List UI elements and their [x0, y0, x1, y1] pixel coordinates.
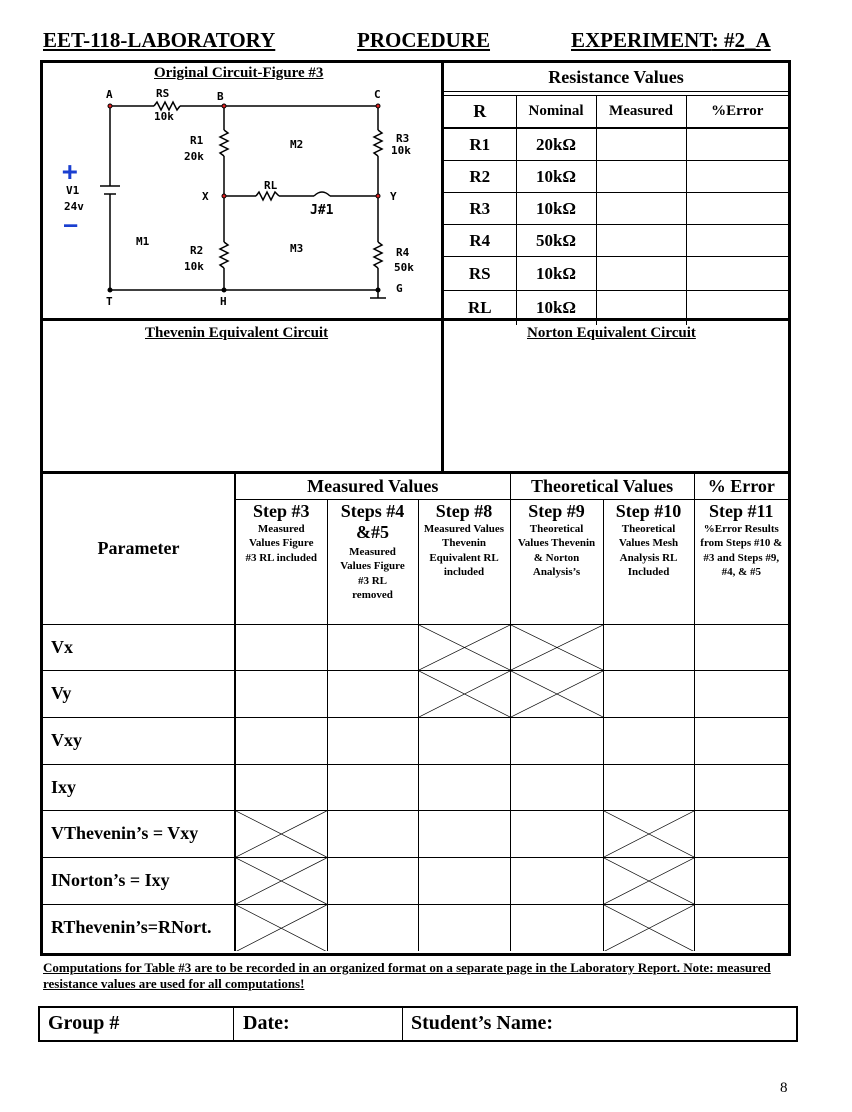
data-cell[interactable] — [694, 764, 788, 810]
step-desc: Measured Values Figure #3 RL included — [245, 522, 318, 564]
param-label: Vxy — [43, 717, 235, 764]
step-title: Steps #4 &#5 — [340, 500, 405, 542]
r-error[interactable] — [686, 257, 788, 291]
table-row — [444, 161, 788, 193]
resistance-table — [444, 95, 788, 128]
group-header-row — [43, 474, 788, 499]
r-nominal: 10kΩ — [516, 257, 596, 291]
data-cell[interactable] — [235, 717, 327, 764]
table-row — [444, 129, 788, 161]
table-row — [43, 810, 788, 857]
experiment-label: EXPERIMENT — [571, 28, 712, 52]
param-label: Vy — [43, 670, 235, 717]
data-cell[interactable] — [694, 857, 788, 904]
data-cell[interactable] — [418, 810, 510, 857]
student-name-field[interactable]: Student’s Name: — [411, 1012, 554, 1034]
table-row — [43, 764, 788, 810]
col-nominal-header: Nominal — [516, 96, 596, 128]
data-cell[interactable] — [327, 717, 418, 764]
param-label: VThevenin’s = Vxy — [43, 810, 235, 857]
cross-mark — [236, 905, 327, 952]
cross-mark — [419, 671, 510, 717]
r-name: RL — [444, 291, 516, 325]
error-group: % Error — [694, 474, 788, 499]
data-cell[interactable] — [694, 904, 788, 951]
data-cell[interactable] — [418, 857, 510, 904]
step-header — [235, 499, 327, 624]
table-row — [43, 717, 788, 764]
experiment-value: : #2_A — [711, 28, 771, 52]
r-nominal: 10kΩ — [516, 193, 596, 225]
r-nominal: 10kΩ — [516, 291, 596, 325]
r-error[interactable] — [686, 193, 788, 225]
jumper-label: J#1 — [310, 203, 334, 218]
resistance-table-title: Resistance Values — [444, 63, 788, 92]
data-cell[interactable] — [235, 670, 327, 717]
cross-mark — [511, 671, 603, 717]
course-title: EET-118-LABORATORY — [43, 28, 276, 52]
measured-values-group: Measured Values — [235, 474, 510, 499]
data-cell[interactable] — [603, 670, 694, 717]
data-cell[interactable] — [418, 764, 510, 810]
step-title: Step #9 — [528, 500, 585, 521]
data-cell[interactable] — [327, 904, 418, 951]
data-cell[interactable] — [327, 764, 418, 810]
data-cell[interactable] — [510, 810, 603, 857]
param-label: Ixy — [43, 764, 235, 810]
source-name: V1 — [66, 184, 80, 197]
table-row — [43, 904, 788, 951]
param-label: Vx — [43, 624, 235, 670]
crossed-cell — [418, 624, 510, 670]
plus-sign: + — [62, 157, 78, 187]
r-name: R3 — [444, 193, 516, 225]
r-nominal: 10kΩ — [516, 161, 596, 193]
node-h-label: H — [220, 295, 227, 308]
data-cell[interactable] — [694, 717, 788, 764]
table-row — [43, 670, 788, 717]
data-cell[interactable] — [694, 810, 788, 857]
node-t-label: T — [106, 295, 113, 308]
resistance-header-row — [444, 96, 788, 128]
cross-mark — [236, 858, 327, 904]
r-name: RS — [444, 257, 516, 291]
r2-value: 10k — [184, 260, 204, 273]
crossed-cell — [603, 810, 694, 857]
r-measured[interactable] — [596, 257, 686, 291]
data-cell[interactable] — [603, 624, 694, 670]
circuit-schematic — [44, 82, 440, 318]
rs-name: RS — [156, 87, 170, 100]
mesh-m1-label: M1 — [136, 235, 150, 248]
r-name: R4 — [444, 225, 516, 257]
mesh-m2-label: M2 — [290, 138, 304, 151]
step-header — [327, 499, 418, 624]
cross-mark — [604, 811, 694, 857]
data-cell[interactable] — [418, 904, 510, 951]
group-number-field[interactable]: Group # — [48, 1012, 120, 1034]
table-row — [444, 257, 788, 291]
step-title: Step #10 — [615, 500, 682, 521]
crossed-cell — [235, 810, 327, 857]
data-cell[interactable] — [694, 670, 788, 717]
node-x-label: X — [202, 190, 209, 203]
r1-name: R1 — [190, 134, 204, 147]
data-cell[interactable] — [510, 857, 603, 904]
data-cell[interactable] — [510, 717, 603, 764]
step-header — [510, 499, 603, 624]
crossed-cell — [510, 624, 603, 670]
circuit-title: Original Circuit-Figure #3 — [154, 65, 324, 81]
r3-value: 10k — [391, 144, 411, 157]
cross-mark — [236, 811, 327, 857]
rl-name: RL — [264, 179, 278, 192]
section-title: PROCEDURE — [357, 28, 491, 52]
step-header — [694, 499, 788, 624]
step-header — [418, 499, 510, 624]
data-cell[interactable] — [327, 857, 418, 904]
data-cell[interactable] — [327, 624, 418, 670]
date-field[interactable]: Date: — [243, 1012, 290, 1034]
theoretical-values-group: Theoretical Values — [510, 474, 694, 499]
step-desc: Measured Values Figure #3 RL removed — [340, 545, 405, 601]
r-measured[interactable] — [596, 129, 686, 161]
r-error[interactable] — [686, 161, 788, 193]
param-label: INorton’s = Ixy — [43, 857, 235, 904]
node-g-label: G — [396, 282, 403, 295]
table-row — [444, 193, 788, 225]
r-measured[interactable] — [596, 161, 686, 193]
table-row — [43, 857, 788, 904]
cross-mark — [604, 858, 694, 904]
r-error[interactable] — [686, 129, 788, 161]
r1-value: 20k — [184, 150, 204, 163]
resistance-table-panel — [444, 63, 788, 325]
node-a-label: A — [106, 88, 113, 101]
data-cell[interactable] — [327, 670, 418, 717]
r4-value: 50k — [394, 261, 414, 274]
measurement-table — [43, 474, 788, 951]
crossed-cell — [418, 670, 510, 717]
r-name: R1 — [444, 129, 516, 161]
footer-divider-1 — [233, 1006, 234, 1042]
step-title: Step #11 — [709, 500, 774, 521]
crossed-cell — [235, 904, 327, 951]
data-cell[interactable] — [510, 904, 603, 951]
page-number: 8 — [780, 1080, 788, 1096]
table-row — [444, 225, 788, 257]
param-label: RThevenin’s=RNort. — [43, 904, 235, 951]
cross-mark — [604, 905, 694, 952]
table-row — [43, 624, 788, 670]
r3-name: R3 — [396, 132, 410, 145]
equivalent-divider — [441, 318, 444, 474]
step-header — [603, 499, 694, 624]
minus-sign: — — [64, 213, 78, 238]
crossed-cell — [603, 904, 694, 951]
computation-note: Computations for Table #3 are to be recorded in an organized format on a separate page in the Laboratory Report. Note: measured resistance values are used for all computations! — [43, 960, 771, 991]
rs-value: 10k — [154, 110, 174, 123]
step-desc: %Error Results from Steps #10 & #3 and Steps #9, #4, & #5 — [700, 522, 783, 578]
resistance-rows — [444, 128, 788, 325]
r-name: R2 — [444, 161, 516, 193]
col-r-header: R — [444, 96, 516, 128]
data-cell[interactable] — [235, 624, 327, 670]
r-nominal: 20kΩ — [516, 129, 596, 161]
col-measured-header: Measured — [596, 96, 686, 128]
r-error[interactable] — [686, 225, 788, 257]
mesh-m3-label: M3 — [290, 242, 304, 255]
step-desc: Theoretical Values Mesh Analysis RL Included — [618, 522, 679, 578]
step-title: Step #8 — [435, 500, 493, 521]
node-y-label: Y — [390, 190, 397, 203]
data-cell[interactable] — [694, 624, 788, 670]
crossed-cell — [603, 857, 694, 904]
step-desc: Theoretical Values Thevenin & Norton Analysis’s — [517, 522, 596, 578]
parameter-header: Parameter — [43, 474, 235, 624]
node-c-label: C — [374, 88, 381, 101]
r4-name: R4 — [396, 246, 410, 259]
thevenin-title: Thevenin Equivalent Circuit — [145, 325, 329, 341]
data-cell[interactable] — [235, 764, 327, 810]
r-measured[interactable] — [596, 193, 686, 225]
cross-mark — [419, 625, 510, 670]
r2-name: R2 — [190, 244, 204, 257]
node-b-label: B — [217, 90, 224, 103]
data-cell[interactable] — [510, 764, 603, 810]
data-cell[interactable] — [418, 717, 510, 764]
step-desc: Measured Values Thevenin Equivalent RL included — [423, 522, 505, 578]
data-cell[interactable] — [603, 717, 694, 764]
r-measured[interactable] — [596, 225, 686, 257]
data-cell[interactable] — [603, 764, 694, 810]
crossed-cell — [235, 857, 327, 904]
data-cell[interactable] — [327, 810, 418, 857]
r-nominal: 50kΩ — [516, 225, 596, 257]
crossed-cell — [510, 670, 603, 717]
source-value: 24v — [64, 200, 84, 213]
experiment-title — [571, 28, 771, 53]
col-error-header: %Error — [686, 96, 788, 128]
cross-mark — [511, 625, 603, 670]
footer-divider-2 — [402, 1006, 403, 1042]
step-title: Step #3 — [252, 500, 310, 521]
norton-title: Norton Equivalent Circuit — [527, 325, 696, 341]
